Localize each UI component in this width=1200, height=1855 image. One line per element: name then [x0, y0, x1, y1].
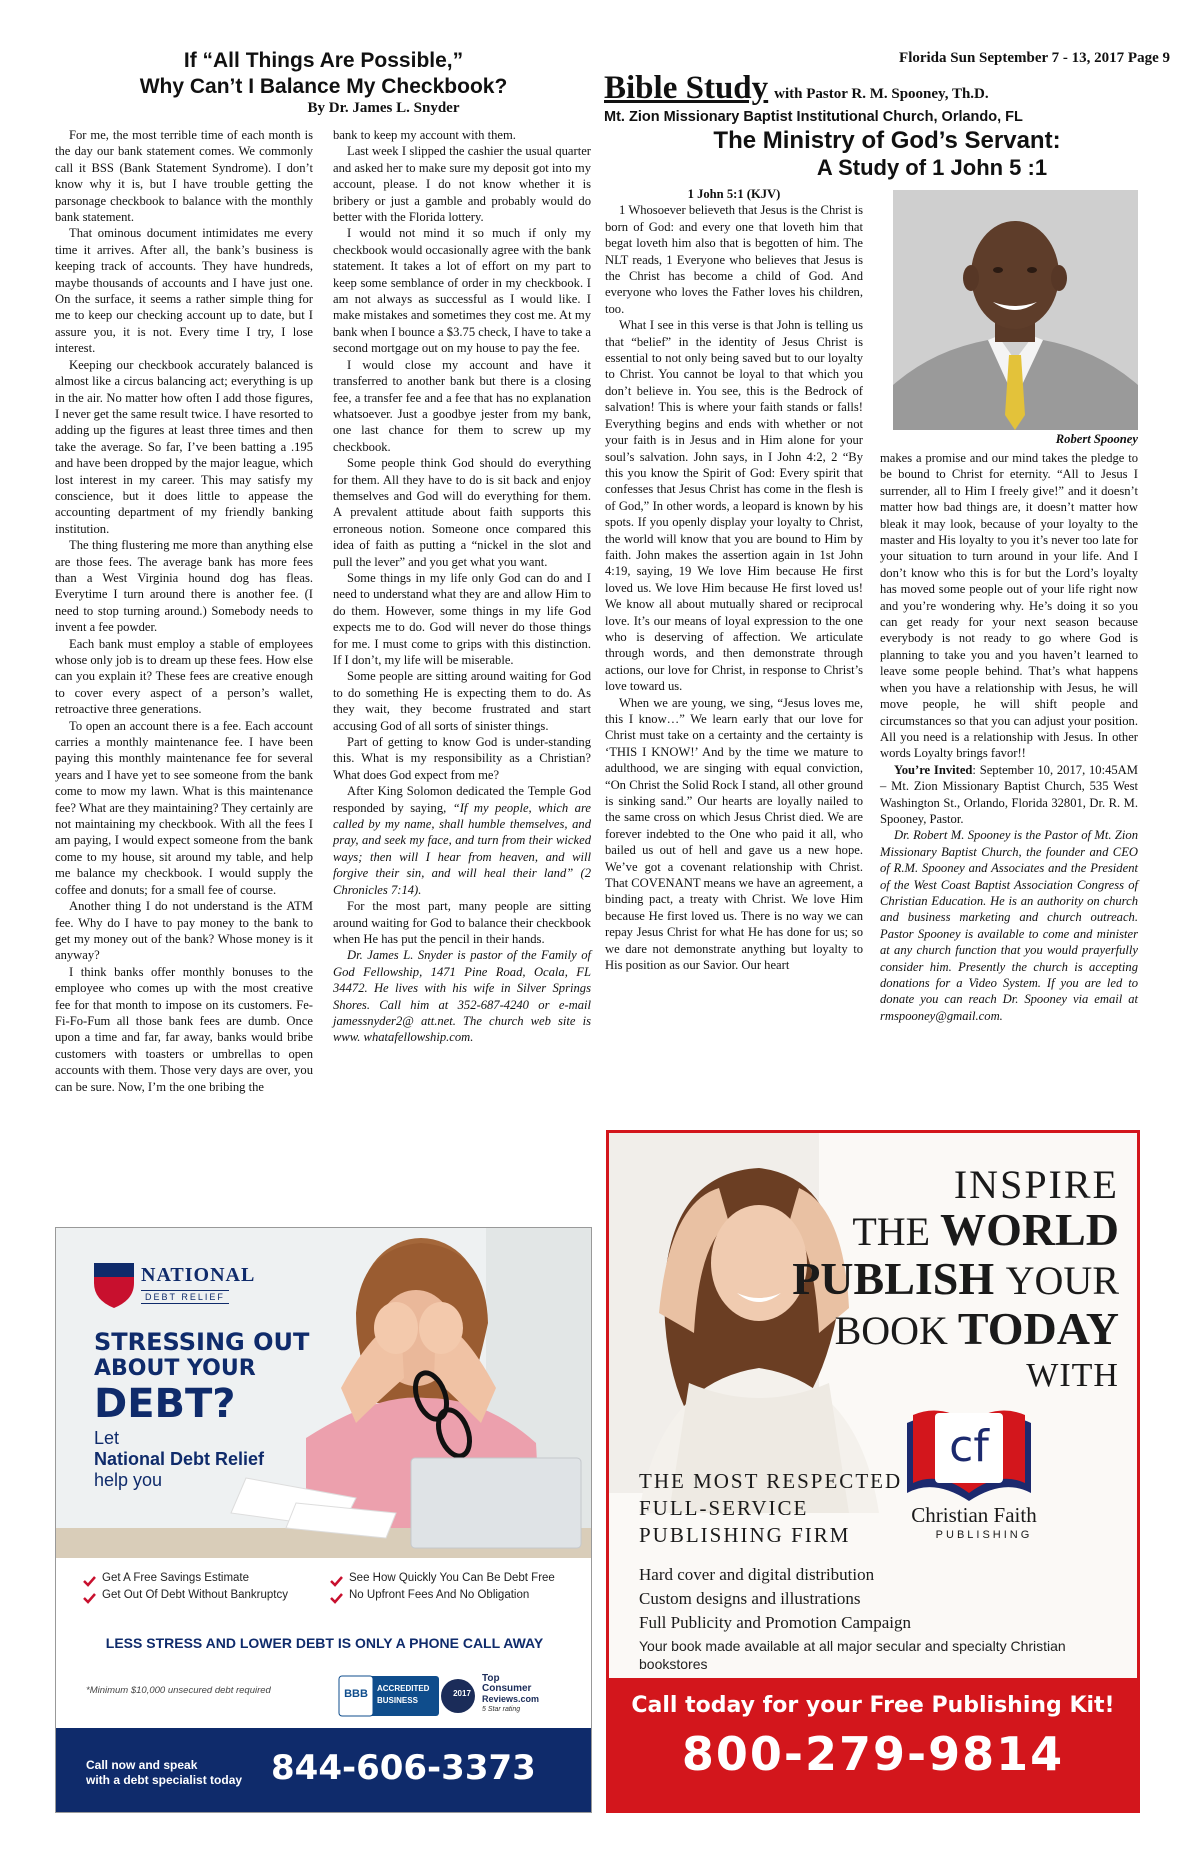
headline-with: WITH: [1026, 1357, 1119, 1394]
paragraph: Some things in my life only God can do and I need to understand what they are and allow Him to do them. However, some things in my life God expects me to do. God will never do those things for me. I must come to grips with this distinction. If I don’t, my life will be miserable.: [333, 570, 591, 667]
paragraph: bank to keep my account with them.: [333, 128, 516, 142]
paragraph: For me, the most terrible time of each month is the day our bank statement comes. We commonly call it BSS (Bank Statement Syndrome). I don’t know why it is, but I have trouble getting the parsonage checkbook to balance with the monthly bank statement.: [55, 128, 313, 225]
bbb-accredited: ACCREDITED: [377, 1684, 430, 1693]
right-column-1: [605, 186, 863, 974]
subhead-let: Let: [94, 1428, 120, 1448]
scripture-quote: “If my people, which are called by my name, shall humble themselves, and pray, and seek my face, and turn from their wicked ways; then will I hear from heaven, and will forgive their sin, and will heal their land” (2 Chronicles 7:14).: [333, 800, 591, 897]
right-column-2: [880, 450, 1138, 1024]
bullet-item: No Upfront Fees And No Obligation: [349, 1589, 530, 1601]
paragraph: For the most part, many people are sitting around waiting for God to balance their checkbook when He has put the pencil in their hands.: [333, 899, 591, 946]
publishing-features: [639, 1563, 911, 1635]
paragraph: I think banks offer monthly bonuses to the employee who comes up with the most creative fee for that month to impose on its customers. Fe-Fi-Fo-Fum all those bank fees are dumb. Once upon a time and far, far away, banks would bribe customers with toasters or umbrellas to open accounts with them. Those very days are over, you can be sure. Now, I’m the one bribing the: [55, 964, 313, 1094]
headline-book: BOOK: [834, 1308, 958, 1353]
left-column-1: [55, 127, 313, 1095]
respected-line1: THE MOST RESPECTED: [639, 1469, 903, 1493]
bbb-brand: BBB: [344, 1688, 368, 1700]
headline-the: THE: [852, 1209, 941, 1254]
pastor-bio: Dr. Robert M. Spooney is the Pastor of Mt. Zion Missionary Baptist Church, the founder and CEO of R.M. Spooney and Associates and the President of the West Coast Baptist Association Congress of Christian Education. He is an authority on church and business marketing and church outreach. Pastor Spooney is available to come and minister at any church function that you would prayerfully consider him. Presently the church is accepting donations for a Video System. If you are led to donate you can reach Dr. Spooney via email at rmspooney@gmail.com.: [880, 828, 1138, 1023]
headline-debt: DEBT?: [94, 1381, 236, 1427]
headline-today: TODAY: [957, 1303, 1119, 1354]
headline-inspire: INSPIRE: [953, 1162, 1119, 1207]
logo-debt-relief: DEBT RELIEF: [141, 1290, 229, 1304]
quote-intro: After King Solomon dedicated the Temple God responded by saying,: [333, 784, 591, 815]
right-article-title: The Ministry of God’s Servant:: [713, 127, 1061, 154]
church-name: Mt. Zion Missionary Baptist Institutional Church, Orlando, FL: [604, 109, 1023, 125]
left-title-line1: If “All Things Are Possible,”: [183, 49, 464, 72]
headline-the-world: [749, 1204, 1119, 1255]
pastor-photo: [893, 190, 1138, 430]
feature-item: Hard cover and digital distribution: [639, 1565, 875, 1584]
paragraph: I would not mind it so much if only my checkbook would occasionally agree with the bank statement. It takes a lot of effort on my part to keep some semblance of order in my checkbook. I am not always as successful as I would like. I make mistakes and sometimes they cost me. At my bank when I bounce a $3.75 check, I have to take a second mortgage out on my house to pay the fee.: [333, 226, 591, 356]
tcr-year: 2017: [453, 1689, 471, 1698]
national-debt-relief-ad[interactable]: [55, 1227, 592, 1813]
left-column-2: [333, 127, 591, 1046]
debt-footnote: *Minimum $10,000 unsecured debt required: [86, 1685, 271, 1696]
paragraph: Another thing I do not understand is the ATM fee. Why do I have to pay money to the bank to get my money out of the bank? Whose money is it anyway?: [55, 899, 313, 963]
respected-firm: [639, 1468, 902, 1549]
headline-publish-your: [749, 1255, 1119, 1305]
bullet-item: See How Quickly You Can Be Debt Free: [349, 1572, 555, 1584]
headline-publish: PUBLISH: [792, 1253, 1006, 1304]
bullet-item: Get Out Of Debt Without Bankruptcy: [102, 1589, 288, 1601]
author-bio: Dr. James L. Snyder is pastor of the Family of God Fellowship, 1471 Pine Road, Ocala, FL 34472. He lives with his wife in Silver Springs Shores. Call him at 352-687-4240 or e-mail jamessnyder2@ att.net. The church web site is www. whatafellowship.com.: [333, 948, 591, 1045]
tcr-consumer: Consumer: [482, 1683, 532, 1694]
right-article-subtitle: A Study of 1 John 5 :1: [816, 155, 1048, 180]
subhead-help: help you: [94, 1470, 163, 1490]
paragraph: Keeping our checkbook accurately balanced is almost like a circus balancing act; everything is up in the air. No matter how often I add those figures, I never get the same result twice. I have resorted to adding up the figures at least three times and then take the average. So far, I’ve been batting a .195 and have been dropped by the major league, which lost interest in my career. This may satisfy my conscience, but it does little to appease the accounting department of my friendly banking institution.: [55, 357, 313, 536]
bible-study-title: Bible Study: [604, 70, 769, 106]
headline-about: ABOUT YOUR: [94, 1356, 256, 1381]
photo-caption: Robert Spooney: [1055, 432, 1138, 446]
tcr-badge: [442, 1672, 552, 1720]
debt-phone-number[interactable]: 844-606-3373: [271, 1748, 536, 1788]
paragraph: What I see in this verse is that John is telling us that “belief” in the identity of Jesus Christ is essential to not only being saved but to our loyalty to Christ. You cannot be loyal to that which you don’t believe in. You see, this is the Bedrock of salvation! This is where your faith stands or falls! Everything begins and ends with whether or not your faith is in Jesus and in Him alone for your soul’s salvation. John says, in I John 4:2, 2 “By this you know the Spirit of God: Every spirit that confesses that Jesus Christ has come in the flesh is of God,” In other words, a leopard is known by his spots. If you openly display your loyalty to Christ, the world will know that you are bound to Him by faith. John makes the assertion again in 1st John 4:19, saying, 19 We love Him because He first loved us. We love Him because He first loved us! We know all about mutually shared or reciprocal love. It’s our means of loyal expression to the one who is deserving of affection. We articulate through words, and then demonstrate through actions, our love for Christ, in response to Christ’s love toward us.: [605, 318, 863, 694]
paragraph: Last week I slipped the cashier the usual quarter and asked her to make sure my deposit got into my account, please. I do not know whether it is bribery or just a gamble and probably would do better with the Florida lottery.: [333, 144, 591, 225]
verse-reference: 1 John 5:1 (KJV): [687, 187, 781, 201]
paragraph: To open an account there is a fee. Each account carries a monthly maintenance fee. I have been paying this monthly maintenance fee for several years and I have yet to see someone from the bank come to mow my lawn. What is this maintenance fee? What are they maintaining? They certainly are not maintaining my checkbook. With all the fees I am paying, I would expect someone from the bank come to my house, sit around my table, and help me balance my checkbook. I would supply the coffee and donuts; for a small fee of course.: [55, 718, 313, 897]
christian-faith-publishing-ad[interactable]: [606, 1130, 1140, 1813]
cf-logo-letters: cf: [949, 1421, 989, 1472]
bbb-business: BUSINESS: [377, 1696, 418, 1705]
left-article-byline: By Dr. James L. Snyder: [307, 100, 460, 116]
debt-tagline: LESS STRESS AND LOWER DEBT IS ONLY A PHONE CALL AWAY: [105, 1635, 544, 1651]
headline-book-today: [749, 1305, 1119, 1355]
paragraph: The thing flustering me more than anything else are those fees. The average bank has more fees than a West Virginia hound dog has fleas. Everytime I turn around there is another fee. (I need to stop turning around.) Somebody needs to invent a fee powder.: [55, 538, 313, 635]
debt-call-text: [86, 1758, 242, 1788]
call-line2: with a debt specialist today: [86, 1773, 243, 1787]
left-article-header: [55, 48, 592, 117]
debt-ad-artwork: [56, 1228, 592, 1813]
paragraph: Some people think God should do everything for them. All they have to do is sit back and enjoy themselves and God will do everything for them. A prevalent attitude about faith supports this erroneous notion. Someone once compared this idea of faith as putting a “nickel in the slot and pull the lever” and you get what you want.: [333, 456, 591, 569]
publishing-kit-banner: Call today for your Free Publishing Kit!: [631, 1693, 1115, 1718]
logo-national: NATIONAL: [141, 1264, 256, 1286]
headline-world: WORLD: [940, 1204, 1119, 1255]
invited-label: You’re Invited: [894, 762, 973, 777]
paragraph: 1 Whosoever believeth that Jesus is the Christ is born of God: and every one that loveth him that begat loveth him also that is begotten of him. The NLT reads, 1 Everyone who believes that Jesus is the Christ has become a child of God. And everyone who loves the Father loves his children, too.: [605, 203, 863, 316]
pastor-portrait-image: [893, 190, 1138, 430]
paragraph: makes a promise and our mind takes the pledge to be bound to Christ for eternity. “All to Jesus I surrender, all to Him I freely give!” and it doesn’t matter how bad things are, it doesn’t matter how bleak it may look, because of your loyalty to the master and His loyalty to you it’s never too late for your situation to turn around in your life. And I don’t know who this is for but the Lord’s loyalty has moved some people out of your life right now and you’re wondering why. He’s doing it so you can get ready for your next season because everybody is not ready to go where God is planning to take you and you haven’t learned to leave some people behind. That’s what happens when you have a relationship with Jesus, he will move people, he will shift people and circumstances so that you can adjust your position. All you need is a relationship with Jesus. In other words Loyalty brings favor!!: [880, 451, 1138, 761]
inspire-headline: [749, 1163, 1119, 1397]
debt-relief-logo: [141, 1264, 301, 1305]
cf-logo-name: Christian Faith: [911, 1503, 1037, 1527]
tcr-rating: 5 Star rating: [482, 1706, 521, 1713]
headline-stressing: STRESSING OUT: [94, 1328, 310, 1356]
feature-item: Full Publicity and Promotion Campaign: [639, 1613, 911, 1632]
paragraph: Part of getting to know God is under-standing this. What is my responsibility as a Christian? What does God expect from me?: [333, 735, 591, 782]
subhead-brand: National Debt Relief: [94, 1449, 265, 1469]
invitation: [880, 762, 1138, 828]
left-article-title: [55, 48, 592, 100]
bible-study-header: [604, 70, 1170, 181]
publishing-phone-number[interactable]: 800-279-9814: [681, 1727, 1065, 1781]
paragraph: Each bank must employ a stable of employees whose only job is to dream up these fees. How else can you explain it? These fees are creative enough to cover every aspect of a person’s wallet, retroactive three generations.: [55, 636, 313, 717]
cf-logo-sub: PUBLISHING: [935, 1529, 1033, 1541]
tcr-reviews: Reviews.com: [482, 1694, 540, 1704]
paragraph: Some people are sitting around waiting for God to do something He is expecting them to do. As they wait, they become frustrated and start accusing God of all sorts of sinister things.: [333, 669, 591, 733]
paragraph-scripture: [333, 783, 591, 898]
paragraph: That ominous document intimidates me every time it arrives. After all, the bank’s business is keeping track of accounts. They have hundreds, maybe thousands of accounts and I have just one. On the surface, it seems a rather simple thing for me to keep our checking account up to date, but I assure you, it is not. Every time I try, I lose interest.: [55, 226, 313, 356]
bbb-badge: [339, 1676, 439, 1716]
paragraph: I would close my account and have it transferred to another bank but there is a closing fee, a transfer fee and a fee that has no explanation whatsoever. Just a goodbye jester from my bank, one last chance for them to screw up my checkbook.: [333, 357, 591, 454]
feature-item: Custom designs and illustrations: [639, 1589, 861, 1608]
pastor-credit: with Pastor R. M. Spooney, Th.D.: [774, 86, 989, 102]
paragraph: When we are young, we sing, “Jesus loves me, this I know…” We learn early that our love for Christ must take on a certainty and the certainty is ‘THIS I KNOW!’ And by the time we mature to adulthood, we are singing with equal conviction, “On Christ the Solid Rock I stand, all other ground is sinking sand.” Our hearts are loyally nailed to the same cross on which Jesus Christ died. We are forever indebted to the One who paid it all, who bailed us out of hell and gave us a new hope. We’ve got a covenant relationship with Christ. That COVENANT means we have an agreement, a binding pact, a treaty with Christ. We love Him because He first loved us. There is no way we can repay Jesus Christ for what He has done for us; so we dare not demonstrate anything but loyalty to His position as our Savior. Our heart: [605, 695, 863, 973]
left-title-line2: Why Can’t I Balance My Checkbook?: [139, 75, 508, 98]
respected-line3: PUBLISHING FIRM: [639, 1523, 851, 1547]
respected-line2: FULL-SERVICE: [639, 1496, 809, 1520]
call-line1: Call now and speak: [86, 1758, 198, 1772]
bullet-item: Get A Free Savings Estimate: [102, 1572, 250, 1584]
tcr-top: Top: [482, 1673, 500, 1684]
availability-text: Your book made available at all major secular and specialty Christian bookstores: [639, 1638, 1066, 1672]
publication-line: Florida Sun September 7 - 13, 2017 Page 9: [899, 50, 1170, 66]
headline-your: YOUR: [1005, 1258, 1119, 1303]
debt-subhead: [94, 1428, 264, 1491]
invited-text: : September 10, 2017, 10:45AM – Mt. Zion Missionary Baptist Church, 535 West Washington St., Orlando, Florida 32801, Dr. R. M. Spooney, Pastor.: [880, 762, 1138, 826]
debt-headline: [94, 1328, 309, 1426]
